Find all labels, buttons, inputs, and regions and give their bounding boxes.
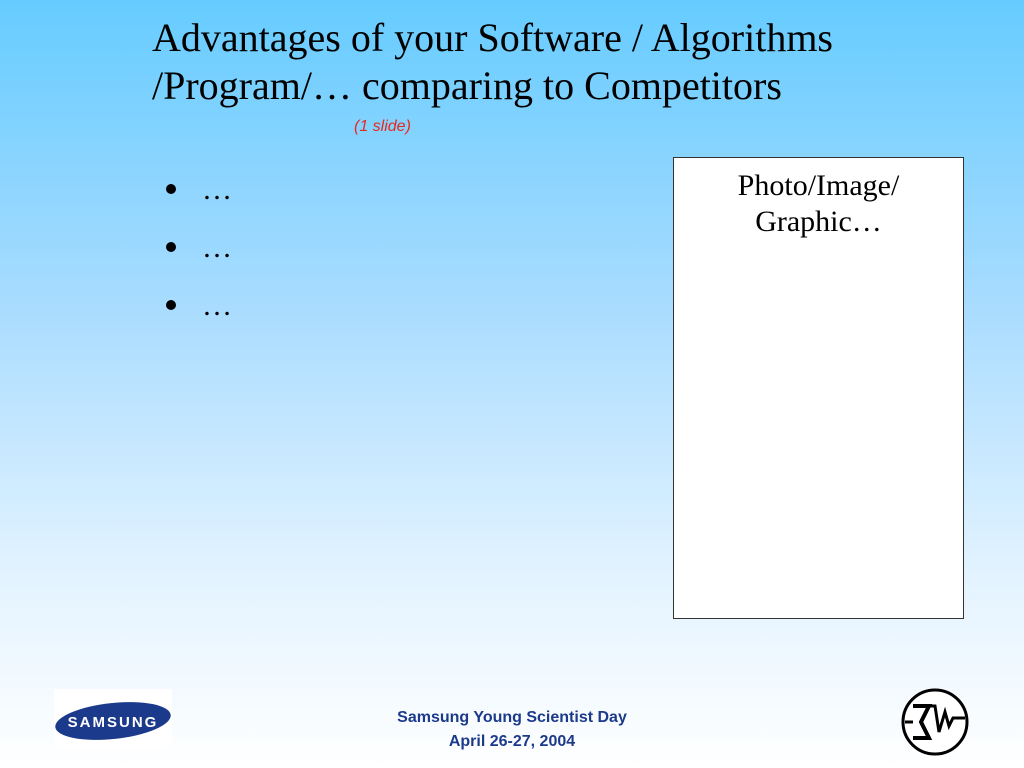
slide-title-line-1: Advantages of your Software / Algorithms	[152, 15, 833, 60]
bullet-item	[160, 170, 232, 228]
image-placeholder-box	[673, 157, 964, 619]
slide-note: (1 slide)	[354, 118, 411, 135]
bullet-list	[160, 170, 232, 344]
bullet-icon	[166, 300, 176, 310]
bullet-text: …	[202, 173, 232, 206]
bullet-text: …	[202, 231, 232, 264]
bullet-item	[160, 228, 232, 286]
footer-event: Samsung Young Scientist Day	[397, 709, 627, 726]
sigma-icon	[899, 686, 971, 758]
image-placeholder-label: Photo/Image/ Graphic…	[737, 169, 900, 238]
bullet-icon	[166, 184, 176, 194]
slide-title-line-2: /Program/… comparing to Competitors	[152, 63, 782, 108]
bullet-item	[160, 286, 232, 344]
samsung-logo	[54, 689, 172, 749]
bullet-text: …	[202, 289, 232, 322]
bullet-icon	[166, 242, 176, 252]
samsung-logo-text: SAMSUNG	[67, 714, 159, 731]
slide-title	[152, 14, 972, 110]
footer	[340, 706, 684, 754]
footer-date: April 26-27, 2004	[448, 733, 576, 750]
